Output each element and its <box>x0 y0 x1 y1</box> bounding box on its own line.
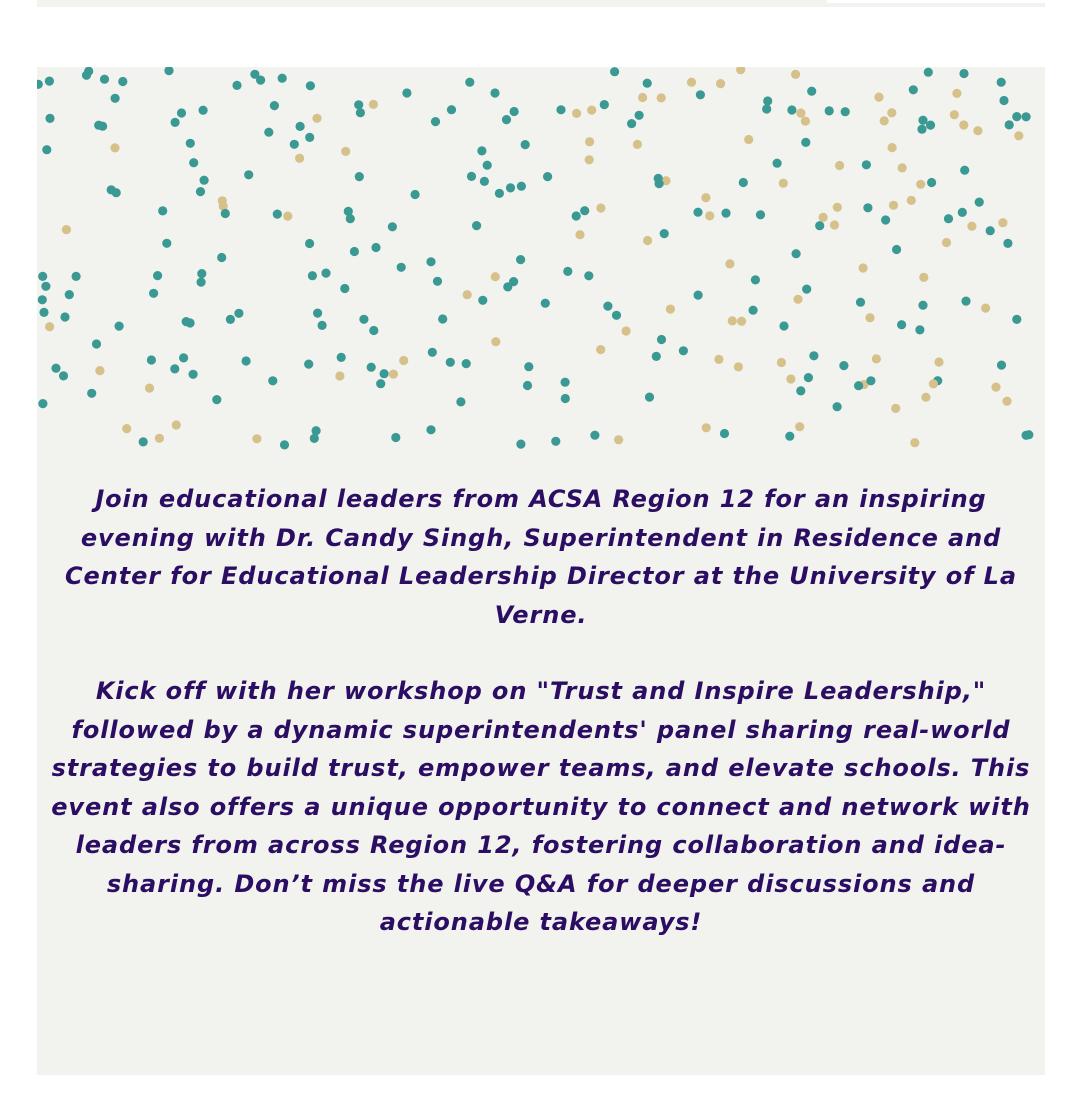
intro-paragraph: Join educational leaders from ACSA Region 12 for an inspiring evening with Dr. Candy Singh, Superintendent in Residence and Center for Educational Leadership Director at the University of La Verne. <box>65 485 1017 629</box>
details-paragraph: Kick off with her workshop on "Trust and Inspire Leadership," followed by a dynamic superintendents' panel sharing real-world strategies to build trust, empower teams, and elevate schools. This event also offers a unique opportunity to connect and network with leaders from across Region 12, fostering collaboration and idea-sharing. Don’t miss the live Q&A for deeper discussions and actionable takeaways! <box>51 677 1031 936</box>
previous-card-edge-inner <box>827 0 1057 3</box>
previous-card-edge <box>37 0 1045 7</box>
event-flyer-card <box>37 67 1045 1075</box>
event-description <box>37 480 1045 942</box>
confetti-dots-icon <box>37 67 1045 457</box>
